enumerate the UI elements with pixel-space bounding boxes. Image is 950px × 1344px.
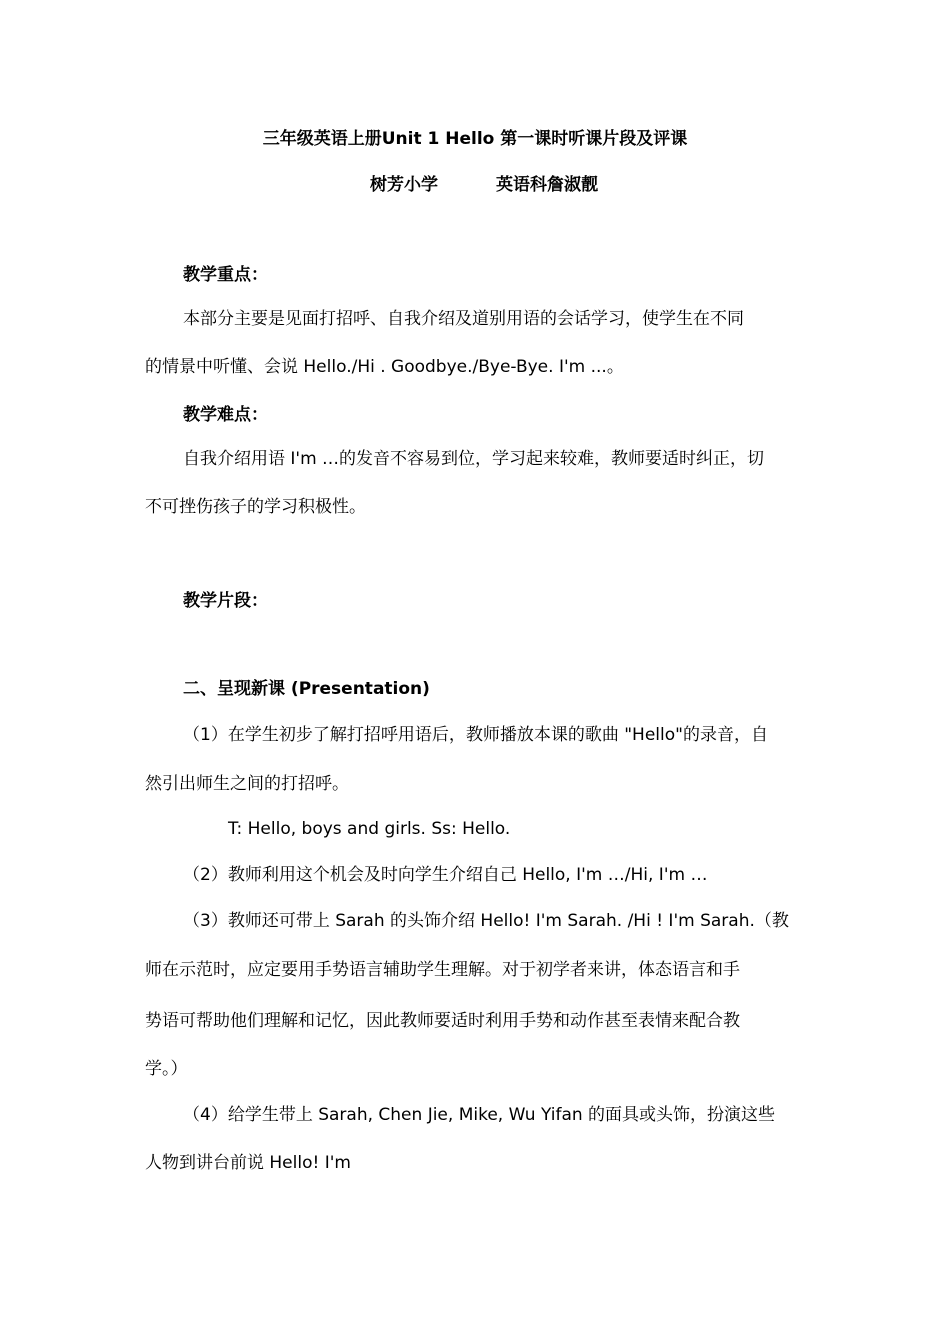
difficulty-heading: 教学难点： (183, 405, 268, 425)
paragraph-2: （2）教师利用这个机会及时向学生介绍自己 Hello, I'm …/Hi, I'm … (183, 865, 708, 885)
section-heading: 二、呈现新课 (Presentation) (183, 679, 430, 699)
paragraph-4-line-2: 人物到讲台前说 Hello! I'm (145, 1153, 351, 1173)
paragraph-1-line-1: （1）在学生初步了解打招呼用语后，教师播放本课的歌曲 "Hello"的录音，自 (183, 725, 768, 745)
paragraph-4-line-1: （4）给学生带上 Sarah, Chen Jie, Mike, Wu Yifan 的面具或头饰，扮演这些 (183, 1105, 776, 1125)
segment-heading: 教学片段： (183, 591, 268, 611)
school-name: 树芳小学 (370, 175, 438, 195)
paragraph-3-line-4: 学。） (145, 1059, 188, 1079)
difficulty-text-line-1: 自我介绍用语 I'm …的发音不容易到位，学习起来较难，教师要适时纠正，切 (183, 449, 765, 469)
difficulty-text-line-2: 不可挫伤孩子的学习积极性。 (145, 497, 366, 517)
paragraph-3-line-1: （3）教师还可带上 Sarah 的头饰介绍 Hello! I'm Sarah. /Hi ! I'm Sarah.（教 (183, 911, 789, 931)
teacher-name: 英语科詹淑靓 (496, 175, 598, 195)
paragraph-1-line-2: 然引出师生之间的打招呼。 (145, 774, 349, 794)
focus-text-line-2: 的情景中听懂、会说 Hello./Hi . Goodbye./Bye-Bye. I'm ...。 (145, 357, 624, 377)
focus-heading: 教学重点： (183, 265, 268, 285)
document-title: 三年级英语上册Unit 1 Hello 第一课时听课片段及评课 (262, 129, 688, 149)
paragraph-3-line-3: 势语可帮助他们理解和记忆，因此教师要适时利用手势和动作甚至表情来配合教 (145, 1011, 740, 1031)
focus-text-line-1: 本部分主要是见面打招呼、自我介绍及道别用语的会话学习，使学生在不同 (183, 309, 744, 329)
dialog-line: T: Hello, boys and girls. Ss: Hello. (228, 819, 511, 839)
author-line (370, 174, 598, 196)
paragraph-3-line-2: 师在示范时，应定要用手势语言辅助学生理解。对于初学者来讲，体态语言和手 (145, 960, 740, 980)
